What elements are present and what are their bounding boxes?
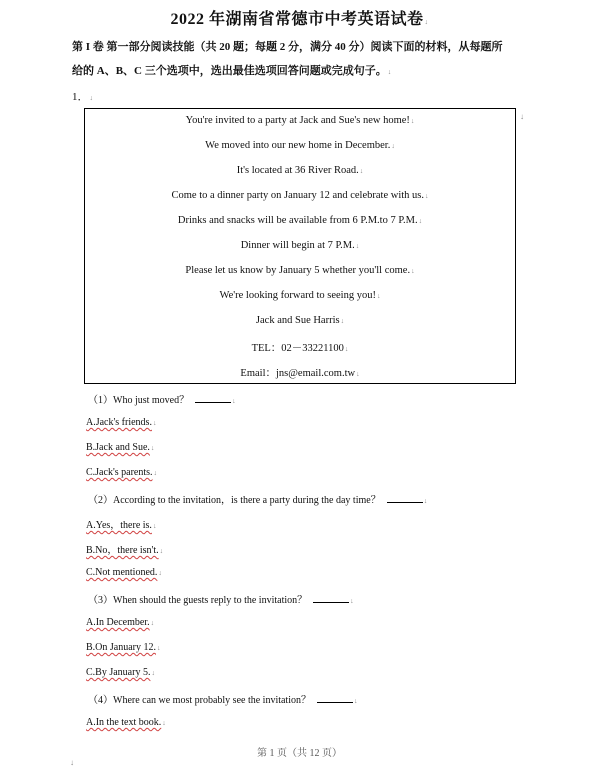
option-b[interactable]: B.On January 12.↓	[86, 642, 161, 653]
option-a[interactable]: A.Jack's friends.↓	[86, 417, 157, 428]
invitation-line: Come to a dinner party on January 12 and celebrate with us.↓	[171, 190, 429, 201]
invitation-line: Dinner will begin at 7 P.M.↓	[240, 240, 360, 251]
invitation-line: Drinks and snacks will be available from 6 P.M.to 7 P.M.↓	[177, 215, 423, 226]
instructions-line-1: 第 I 卷 第一部分阅读技能（共 20 题；每题 2 分，满分 40 分）阅读下面的材料，从每题所	[72, 41, 503, 53]
invitation-line: You're invited to a party at Jack and Sue's new home!↓	[185, 115, 415, 126]
question-stem: （4）Where can we most probably see the invitation？ ↓	[88, 695, 358, 706]
option-b[interactable]: B.Jack and Sue.↓	[86, 442, 155, 453]
invitation-signature: Jack and Sue Harris↓	[255, 315, 345, 326]
invitation-phone: TEL：02－33221100↓	[251, 343, 349, 354]
option-a[interactable]: A.In the text book.↓	[86, 717, 166, 728]
invitation-box	[84, 108, 516, 384]
invitation-line: We moved into our new home in December.↓	[205, 140, 395, 151]
question-number: 1．↓	[72, 91, 93, 103]
invitation-line: We're looking forward to seeing you!↓	[219, 290, 381, 301]
option-a[interactable]: A.Yes，there is.↓	[86, 520, 157, 531]
option-c[interactable]: C.By January 5.↓	[86, 667, 155, 678]
paragraph-mark: ↓	[520, 112, 524, 121]
option-b[interactable]: B.No，there isn't.↓	[86, 545, 164, 556]
page-footer: 第 1 页（共 12 页）	[257, 748, 342, 759]
question-stem: （1）Who just moved？ ↓	[88, 395, 236, 406]
option-c[interactable]: C.Jack's parents.↓	[86, 467, 158, 478]
paragraph-mark: ↓	[70, 758, 74, 767]
question-stem: （2）According to the invitation，is there a party during the day time？ ↓	[88, 495, 428, 506]
exam-title: 2022 年湖南省常德市中考英语试卷↓	[170, 11, 429, 28]
option-a[interactable]: A.In December.↓	[86, 617, 155, 628]
question-stem: （3）When should the guests reply to the invitation？ ↓	[88, 595, 354, 606]
instructions-line-2: 给的 A、B、C 三个选项中，选出最佳选项回答问题或完成句子。↓	[72, 65, 392, 77]
option-c[interactable]: C.Not mentioned.↓	[86, 567, 162, 578]
invitation-email: Email：jns@email.com.tw↓	[240, 368, 360, 379]
invitation-line: Please let us know by January 5 whether you'll come.↓	[185, 265, 415, 276]
invitation-line: It's located at 36 River Road.↓	[236, 165, 364, 176]
